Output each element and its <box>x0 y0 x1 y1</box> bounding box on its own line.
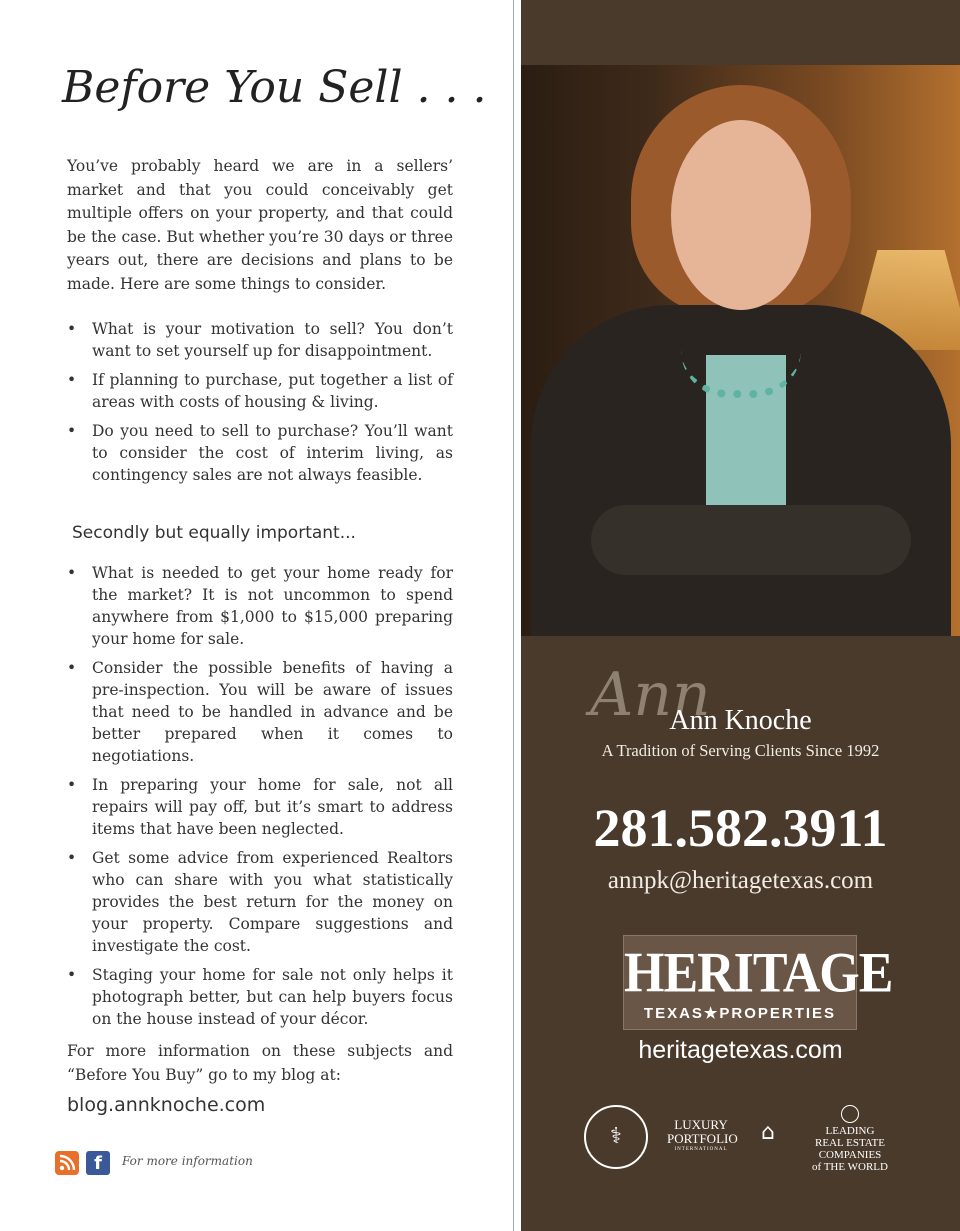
email-address[interactable]: annpk@heritagetexas.com <box>607 867 874 894</box>
section-subheading: Secondly but equally important... <box>72 523 356 543</box>
luxury-portfolio-logo <box>667 1117 738 1154</box>
list-item: • Get some advice from experienced Realtors who can share with you what statistically provides the best return for the money on your property. Compare suggestions and investigate the cost. <box>67 847 453 957</box>
important-list <box>67 562 453 1037</box>
rss-icon[interactable] <box>55 1151 79 1175</box>
agent-name: Ann Knoche <box>669 705 812 736</box>
agent-photo <box>521 65 960 636</box>
photo-face <box>671 120 811 310</box>
leading-real-estate-logo <box>810 1105 890 1173</box>
intro-paragraph: You’ve probably heard we are in a sellers’ market and that you could conceivably get multiple offers on your property, and that could be the case. But whether you’re 30 days or three years out, there are decisions and plans to be made. Here are some things to consider. <box>67 157 453 293</box>
brand-subtitle: TEXAS★PROPERTIES <box>643 1005 837 1022</box>
list-item: • What is your motivation to sell? You don’t want to set yourself up for disappointment. <box>67 318 453 362</box>
list-item: • What is needed to get your home ready for the market? It is not uncommon to spend anywhere from $1,000 to $15,000 preparing your home for sale. <box>67 562 453 650</box>
consider-list <box>67 318 453 493</box>
heritage-logo <box>623 935 893 1030</box>
realtor-seal-icon: ⚕ <box>584 1105 648 1169</box>
list-item: • Consider the possible benefits of having a pre-inspection. You will be aware of issues that need to be handled in advance and be better prepared when it comes to negotiations. <box>67 657 453 767</box>
luxury-top: LUXURY <box>674 1117 728 1132</box>
phone-number[interactable]: 281.582.3911 <box>593 798 888 858</box>
agent-tagline: A Tradition of Serving Clients Since 1992 <box>601 741 880 760</box>
list-item: • In preparing your home for sale, not all repairs will pay off, but it’s smart to address items that have been neglected. <box>67 774 453 840</box>
facebook-icon[interactable]: f <box>86 1151 110 1175</box>
more-info-caption: For more information <box>122 1154 253 1168</box>
closing-paragraph: For more information on these subjects and “Before You Buy” go to my blog at: <box>67 1042 453 1084</box>
brand-name: HERITAGE <box>624 942 893 1005</box>
lre-line4: of THE WORLD <box>812 1161 888 1173</box>
globe-icon <box>841 1105 859 1123</box>
luxury-mid: PORTFOLIO <box>667 1131 738 1146</box>
list-item: • Staging your home for sale not only helps it photograph better, but can help buyers focus on the house instead of your décor. <box>67 964 453 1030</box>
lre-line2: REAL ESTATE <box>815 1137 885 1149</box>
signature: Ann <box>590 660 711 730</box>
website-link[interactable]: heritagetexas.com <box>638 1036 843 1064</box>
luxury-bottom: INTERNATIONAL <box>674 1147 728 1152</box>
lre-line3: COMPANIES <box>818 1149 882 1161</box>
list-item: • Do you need to sell to purchase? You’ll want to consider the cost of interim living, as contingency sales are not always feasible. <box>67 420 453 486</box>
blog-link[interactable]: blog.annknoche.com <box>67 1094 266 1116</box>
photo-crossed-arms <box>591 505 911 575</box>
list-item: • If planning to purchase, put together a list of areas with costs of housing & living. <box>67 369 453 413</box>
page-title: Before You Sell . . . <box>62 62 487 113</box>
lre-line1: LEADING <box>825 1125 875 1137</box>
equal-housing-icon: ⌂ <box>761 1120 775 1145</box>
